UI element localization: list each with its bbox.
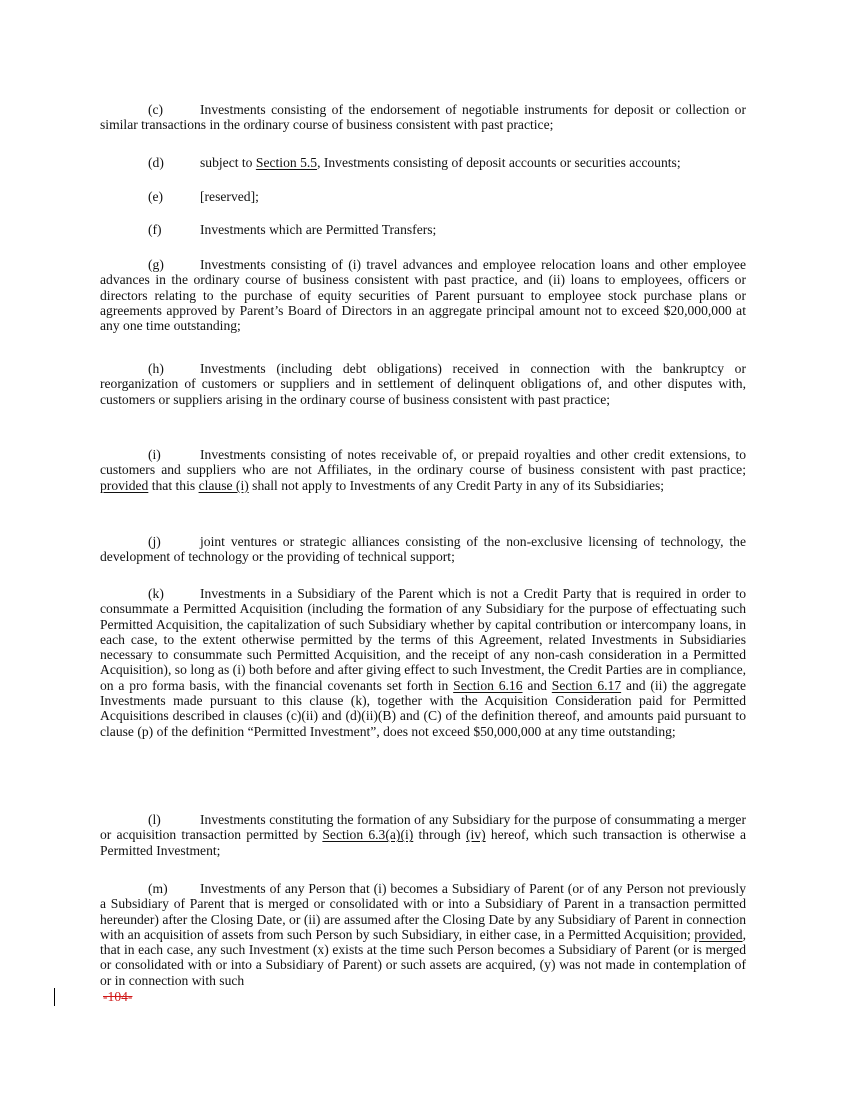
section-reference: Section 6.3(a)(i)	[322, 827, 414, 843]
clause-reference: clause (i)	[198, 477, 249, 493]
paragraph-c: (c) Investments consisting of the endorsement of negotiable instruments for deposit or collection or similar transactions in the ordinary course of business consistent with past practice;	[100, 102, 746, 133]
clause-label: (j)	[148, 534, 161, 549]
clause-label: (g)	[148, 257, 164, 272]
change-bar	[54, 988, 55, 1006]
section-reference: Section 6.16	[453, 677, 523, 693]
paragraph-h: (h) Investments (including debt obligations) received in connection with the bankruptcy or reorganization of customers or suppliers and in settlement of delinquent obligations of, and other disputes with, customers or suppliers arising in the ordinary course of business consistent with past practice;	[100, 361, 746, 407]
clause-label: (h)	[148, 361, 164, 376]
paragraph-m: (m) Investments of any Person that (i) becomes a Subsidiary of Parent (or of any Person not previously a Subsidiary of Parent that is merged or consolidated with or into a Subsidiary of Parent in a transaction permitted hereunder) after the Closing Date, or (ii) are assumed after the Closing Date by any Subsidiary of Parent in connection with an acquisition of assets from such Person by such Subsidiary, in either case, in a Permitted Acquisition; provided, that in each case, any such Investment (x) exists at the time such Person becomes a Subsidiary of Parent (or is merged or consolidated with or into a Subsidiary of Parent) or such assets are acquired, (y) was not made in contemplation of or in connection with such	[100, 881, 746, 988]
clause-label: (f)	[148, 222, 162, 237]
page-number: -104-	[103, 989, 133, 1004]
proviso-term: provided	[694, 926, 743, 942]
paragraph-j: (j) joint ventures or strategic alliances consisting of the non-exclusive licensing of technology, the development of technology or the providing of technical support;	[100, 534, 746, 565]
paragraph-k: (k) Investments in a Subsidiary of the Parent which is not a Credit Party that is required in order to consummate a Permitted Acquisition (including the formation of any Subsidiary for the purpose of effectuating such Permitted Acquisition, the capitalization of such Subsidiary whether by capital contribution or intercompany loans, in each case, to the extent otherwise permitted by the terms of this Agreement, related Investments in Subsidiaries necessary to consummate such Permitted Acquisition, and the receipt of any non-cash consideration in a Permitted Acquisition), so long as (i) both before and after giving effect to such Investment, the Credit Parties are in compliance, on a pro forma basis, with the financial covenants set forth in Section 6.16 and Section 6.17 and (ii) the aggregate Investments made pursuant to this clause (k), together with the Acquisition Consideration paid for Permitted Acquisitions described in clauses (c)(ii) and (d)(ii)(B) and (C) of the definition thereof, and amounts paid pursuant to clause (p) of the definition “Permitted Investment”, does not exceed $50,000,000 at any time outstanding;	[100, 586, 747, 739]
paragraph-d: (d) subject to Section 5.5, Investments consisting of deposit accounts or securities accounts;	[148, 155, 681, 170]
clause-label: (d)	[148, 155, 164, 170]
proviso-term: provided	[100, 477, 149, 493]
clause-label: (k)	[148, 586, 164, 601]
paragraph-g: (g) Investments consisting of (i) travel advances and employee relocation loans and other employee advances in the ordinary course of business consistent with past practice, and (ii) loans to employees, officers or directors relating to the purchase of equity securities of Parent pursuant to employee stock purchase plans or agreements approved by Parent’s Board of Directors in an aggregate principal amount not to exceed $20,000,000 at any one time outstanding;	[100, 257, 746, 334]
clause-label: (e)	[148, 189, 164, 204]
paragraph-i: (i) Investments consisting of notes receivable of, or prepaid royalties and other credit extensions, to customers and suppliers who are not Affiliates, in the ordinary course of business consistent with past practice; provided that this clause (i) shall not apply to Investments of any Credit Party in any of its Subsidiaries;	[100, 447, 746, 493]
clause-label: (m)	[148, 881, 168, 896]
clause-label: (l)	[148, 812, 161, 827]
paragraph-e: (e) [reserved];	[148, 189, 259, 204]
paragraph-f: (f) Investments which are Permitted Transfers;	[148, 222, 437, 237]
clause-label: (i)	[148, 447, 161, 462]
section-reference: (iv)	[466, 827, 486, 843]
clause-label: (c)	[148, 102, 164, 117]
paragraph-l: (l) Investments constituting the formation of any Subsidiary for the purpose of consummating a merger or acquisition transaction permitted by Section 6.3(a)(i) through (iv) hereof, which such transaction is otherwise a Permitted Investment;	[100, 812, 746, 858]
section-reference: Section 6.17	[551, 677, 622, 693]
section-reference: Section 5.5	[255, 155, 318, 170]
